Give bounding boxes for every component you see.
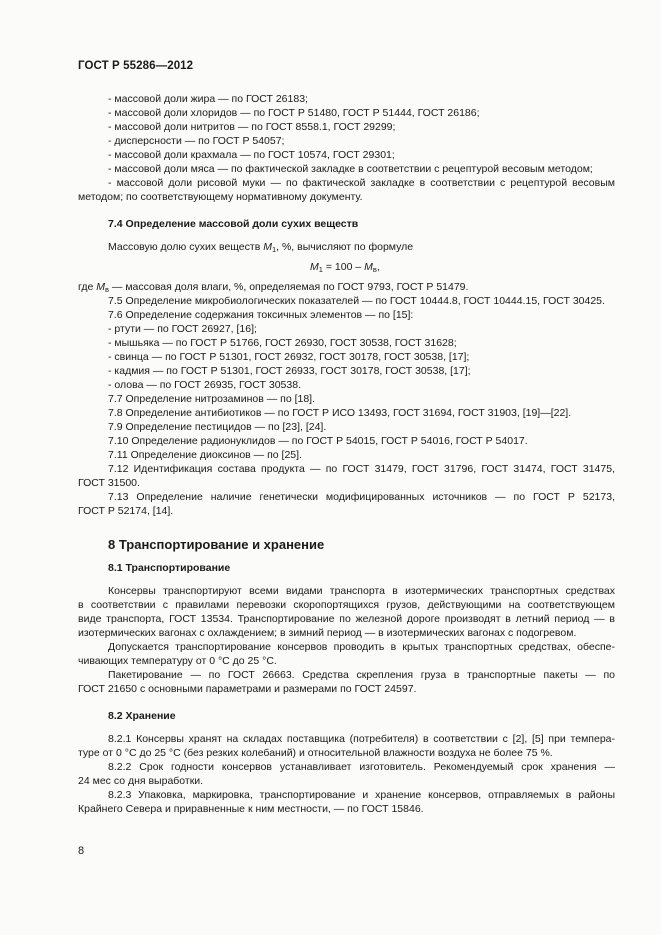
clause-8-2-1-line: туре от 0 °С до 25 °С (без резких колебаний) и относительной влажности воздуха не более 75 %.: [78, 747, 553, 759]
list-item: - мышьяка — по ГОСТ Р 51766, ГОСТ 26930, ГОСТ 30538, ГОСТ 31628;: [108, 337, 457, 349]
clause-7-12-line: 7.12 Идентификация состава продукта — по ГОСТ 31479, ГОСТ 31796, ГОСТ 31474, ГОСТ 31475,: [108, 463, 615, 475]
section-heading-8-1: 8.1 Транспортирование: [108, 562, 231, 574]
clause-7-11: 7.11 Определение диоксинов — по [25].: [108, 449, 302, 461]
clause-7-13-line: 7.13 Определение наличие генетически модифицированных источников — по ГОСТ Р 52173,: [108, 491, 615, 503]
clause-7-6: 7.6 Определение содержания токсичных элементов — по [15]:: [108, 309, 414, 321]
formula-intro: Массовую долю сухих веществ $M_1$, %, вычисляют по формуле: [108, 241, 414, 254]
formula: $M_1 = 100 - M_в$,: [310, 261, 380, 274]
list-item: - кадмия — по ГОСТ Р 51301, ГОСТ 26933, ГОСТ 30178, ГОСТ 30538, [17];: [108, 365, 471, 377]
page-number: 8: [78, 845, 85, 857]
paragraph-line: виде транспорта, ГОСТ 13534. Транспортирование по железной дороге производят в летний период — в: [78, 613, 615, 625]
list-item: - массовой доли нитритов — по ГОСТ 8558.1, ГОСТ 29299;: [108, 121, 396, 133]
formula-where: где $M_в$ — массовая доля влаги, %, определяемая по ГОСТ 9793, ГОСТ Р 51479.: [78, 281, 469, 294]
clause-7-9: 7.9 Определение пестицидов — по [23], [24].: [108, 421, 327, 433]
clause-7-5: 7.5 Определение микробиологических показателей — по ГОСТ 10444.8, ГОСТ 10444.15, ГОСТ 30425.: [108, 295, 605, 307]
list-item: - массовой доли мяса — по фактической закладке в соответствии с рецептурой весовым методом;: [108, 163, 593, 175]
document-header-title: ГОСТ Р 55286—2012: [78, 60, 194, 72]
clause-7-12-line: ГОСТ 31500.: [78, 477, 140, 489]
paragraph-line: в соответствии с правилами перевозки скоропортящихся грузов, действующими на соответствующем: [78, 599, 615, 611]
paragraph-line: Консервы транспортируют всеми видами транспорта в изотермических транспортных средствах: [108, 585, 615, 597]
paragraph-line: чивающих температуру от 0 °С до 25 °С.: [78, 655, 277, 667]
clause-7-8: 7.8 Определение антибиотиков — по ГОСТ Р ИСО 13493, ГОСТ 31694, ГОСТ 31903, [19]—[22].: [108, 407, 572, 419]
clause-7-10: 7.10 Определение радионуклидов — по ГОСТ Р 54015, ГОСТ Р 54016, ГОСТ Р 54017.: [108, 435, 528, 447]
document-body: [78, 92, 615, 816]
section-heading-8-2: 8.2 Хранение: [108, 710, 176, 722]
clause-8-2-2-line: 24 мес со дня выработки.: [78, 775, 204, 787]
section-heading-8: 8 Транспортирование и хранение: [108, 537, 325, 552]
clause-7-13-line: ГОСТ Р 52174, [14].: [78, 505, 174, 517]
list-item: - дисперсности — по ГОСТ Р 54057;: [108, 135, 285, 147]
clause-7-7: 7.7 Определение нитрозаминов — по [18].: [108, 393, 316, 405]
clause-8-2-1-line: 8.2.1 Консервы хранят на складах поставщика (потребителя) в соответствии с [2], [5] при темпера-: [108, 733, 615, 745]
list-item: - олова — по ГОСТ 26935, ГОСТ 30538.: [108, 379, 301, 391]
paragraph-line: ГОСТ 21650 с основными параметрами и размерами по ГОСТ 24597.: [78, 683, 417, 695]
list-item: - ртути — по ГОСТ 26927, [16];: [108, 323, 257, 335]
paragraph-line: Допускается транспортирование консервов проводить в крытых транспортных средствах, обеспе-: [108, 641, 615, 653]
list-item: - свинца — по ГОСТ Р 51301, ГОСТ 26932, ГОСТ 30178, ГОСТ 30538, [17];: [108, 351, 470, 363]
list-item: - массовой доли крахмала — по ГОСТ 10574, ГОСТ 29301;: [108, 149, 395, 161]
list-item-line: методом; по соответствующему нормативному документу.: [78, 191, 363, 203]
list-item: - массовой доли хлоридов — по ГОСТ Р 51480, ГОСТ Р 51444, ГОСТ 26186;: [108, 107, 480, 119]
section-heading-7-4: 7.4 Определение массовой доли сухих веществ: [108, 218, 359, 230]
clause-8-2-3-line: 8.2.3 Упаковка, маркировка, транспортирование и хранение консервов, отправляемых в районы: [108, 789, 615, 801]
paragraph-line: Пакетирование — по ГОСТ 26663. Средства скрепления груза в транспортные пакеты — по: [108, 669, 615, 681]
clause-8-2-2-line: 8.2.2 Срок годности консервов устанавливает изготовитель. Рекомендуемый срок хранения —: [108, 761, 615, 773]
list-item: - массовой доли жира — по ГОСТ 26183;: [108, 93, 308, 105]
clause-8-2-3-line: Крайнего Севера и приравненные к ним местности, — по ГОСТ 15846.: [78, 803, 424, 815]
paragraph-line: изотермических вагонах с охлаждением; в зимний период — в изотермических вагонах с подогревом.: [78, 627, 577, 639]
list-item-line: - массовой доли рисовой муки — по фактической закладке в соответствии с рецептурой весовым: [108, 177, 615, 189]
